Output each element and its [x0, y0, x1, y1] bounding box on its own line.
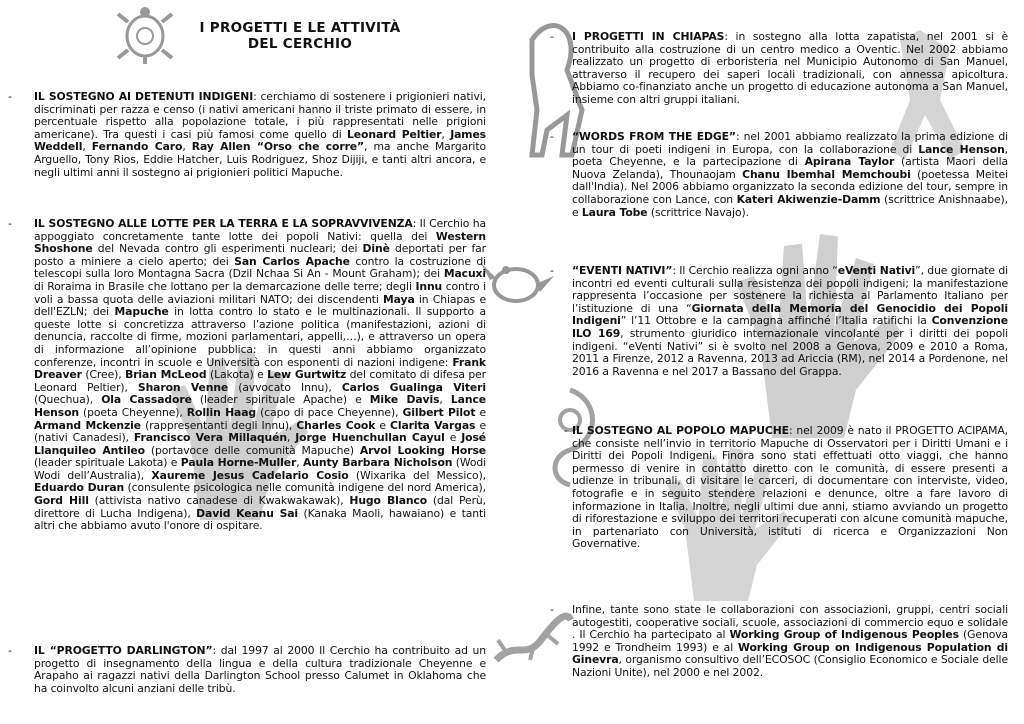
bird-icon: [476, 240, 556, 320]
body-text: (leader spirituale Apache) e: [191, 393, 370, 407]
body-text: : dal 1997 al 2000 Il Cerchio ha contribuito ad un progetto di insegnamento della lingua e della cultura tradizionale Cheyenne e Arapaho ai ragazzi nativi della Darlington School presso Calumet in Oklahoma che ha coinvolto alcuni anziani delle tribù.: [34, 644, 486, 695]
body-text: : nel 2001 abbiamo realizzato la prima edizione di un tour di poeti indigeni in Europa, con la collaborazione di: [572, 130, 1008, 156]
bullet: -: [564, 424, 568, 437]
body-text: in lotta contro lo stato e le multinazionali. Il supporto a queste lotte si concretizza attraverso l’azione politica (manifestazioni, azioni di denuncia, raccolte di firme, mozioni parlamentari, appelli,…), e attraverso un opera di informazione all’opinione pubblica: in questi anni abbiamo organizzato conferenze, incontri in scuole e Università con esponenti di nazioni indigene:: [34, 305, 486, 369]
section-eventi-nativi: [550, 264, 1008, 378]
name: Maya: [383, 292, 415, 306]
name: Ray Allen “Orso che corre”: [191, 140, 365, 154]
name: Mike Davis: [369, 393, 440, 407]
body-text: ,: [286, 431, 296, 445]
name: Laura Tobe: [581, 205, 648, 219]
name: Giornata della Memoria del Genocidio dei Popoli Indigeni: [572, 301, 1008, 328]
name: James Weddell: [34, 127, 486, 154]
bullet: -: [550, 130, 554, 143]
body-text: (avvocato Innu),: [228, 380, 342, 394]
section-heading: IL SOSTEGNO AI DETENUTI INDIGENI: [34, 90, 254, 103]
name: Arvol Looking Horse: [359, 443, 487, 457]
name: Ola Cassadore: [101, 393, 192, 407]
section-words-from-edge: [550, 130, 1009, 219]
name: Working Group of Indigenous Peoples: [729, 628, 959, 642]
bullet: -: [8, 217, 12, 230]
body-text: (leader spirituale Lakota) e: [34, 456, 181, 470]
section-heading: IL SOSTEGNO ALLE LOTTE PER LA TERRA E LA SOPRAVVIVENZA: [34, 217, 413, 230]
section-heading: “EVENTI NATIVI”: [572, 264, 673, 277]
name: David Keanu Sai: [196, 506, 299, 520]
name: Convenzione ILO 169: [572, 314, 1008, 340]
body-text: (portavoce delle comunità Mapuche): [144, 443, 360, 457]
name: eVenti Nativi: [837, 264, 916, 277]
name: Xaureme Jesus Cadelario Cosio: [151, 468, 349, 482]
body-text: (consulente psicologica nelle comunità indigene del nord America),: [124, 481, 487, 495]
name: Lance Henson: [34, 393, 486, 419]
body-text: Infine, tante sono state le collaborazioni con associazioni, gruppi, centri sociali autogestiti, cooperative sociali, scuole, associazioni di commercio equo e solidale . Il Cerchio ha partecipato al: [572, 603, 1008, 642]
body-text: del comitato di difesa per Leonard Peltier),: [34, 368, 487, 394]
lizard-icon: [486, 600, 576, 670]
body-text: : Il Cerchio ha appoggiato concretamente tante lotte dei popoli Nativi: quella dei: [34, 217, 486, 243]
body-text: di Roraima in Brasile che lottano per la demarcazione delle terre; degli: [34, 279, 416, 293]
name: Apirana Taylor: [804, 155, 895, 169]
body-text: ,: [296, 456, 304, 470]
title-line-2: DEL CERCHIO: [247, 36, 353, 52]
name: Carlos Gualinga Viteri: [341, 380, 486, 394]
sep: ,: [82, 140, 92, 154]
body-text: deportati per far posto a miniere a cielo aperto; dei: [34, 242, 487, 268]
name: Eduardo Duran: [34, 481, 125, 495]
body-text: (scrittrice Navajo).: [647, 205, 749, 219]
body-text: : in sostegno alla lotta zapatista, nel 2001 si è contribuito alla costruzione di un centro medico a Oventic. Nel 2002 abbiamo realizzato un progetto di erboristeria nel Municipio Autonomo di San Manuel, attraverso il recupero dei saperi locali tradizionali, con annessa apicoltura. Abbiamo co-finanziato anche un progetto di educazione autonoma a San Manuel, insieme con altri gruppi italiani.: [572, 30, 1009, 106]
body-text: : nel 2009 è nato il PROGETTO ACIPAMA, che consiste nell’invio in territorio Mapuche di Osservatori per i Diritti Umani e i Diritti dei Popoli Indigeni. Finora sono stati effettuati otto viaggi, che hanno permesso di venire in contatto diretto con le comunità, di essere presenti a udienze in tribunali, di visitare le carceri, di documentare con interviste, video, fotografie e in seguito stendere relazioni e denunce, oltre a fare lavoro di informazione in Italia. Inoltre, negli ultimi due anni, stiamo avviando un progetto di riforestazione e sviluppo dei territori recuperati con alcune comunità mapuche, in partenariato con Università, istituti di ricerca e Organizzazioni Non Governative.: [572, 424, 1008, 551]
body-text: , strumento giuridico internazionale vincolante per i diritti dei popoli indigeni. “eVenti Nativi” si è svolto nel 2008 a Genova, 2009 e 2010 a Roma, 2011 a Firenze, 2012 a Ravenna, 2013 ad Ariccia (RM), nel 2014 a Pordenone, nel 2016 a Ravenna e nel 2017 a Bassano del Grappa.: [572, 326, 1008, 378]
body-text: ” l’11 Ottobre e la campagna affinché l’Italia ratifichi la: [620, 314, 932, 328]
body-text: e (nativi Canadesi),: [34, 418, 486, 445]
name: Dinè: [362, 242, 390, 256]
body-text: (poetessa Meitei dall'India). Nel 2006 abbiamo organizzato la seconda edizione del tour, sempre in collaborazione con Lance, con: [572, 167, 1009, 206]
name: Francisco Vera Millaquén: [133, 431, 287, 445]
name: Innu: [415, 279, 443, 293]
body-text: (rappresentanti degli Innu),: [141, 418, 297, 432]
body-text: del Nevada contro gli esperimenti nucleari; dei: [92, 242, 363, 256]
name: Aunty Barbara Nicholson: [303, 456, 453, 470]
body-text: in Chiapas e dell'EZLN; dei: [34, 292, 486, 319]
name: Rollin Haag: [186, 405, 257, 419]
sep: ,: [182, 140, 192, 154]
section-lotte-terra: [8, 217, 487, 533]
sep: ,: [441, 127, 451, 141]
body-text: , organismo consultivo dell’ECOSOC (Consiglio Economico e Sociale delle Nazioni Unite), nel 2000 e nel 2002.: [572, 653, 1008, 679]
bullet: -: [550, 264, 554, 277]
body-text: (Quechua),: [34, 393, 102, 407]
section-heading: “WORDS FROM THE EDGE”: [572, 130, 736, 143]
body-text: (Genova 1992 e Trondheim 1993) e al: [572, 628, 1009, 654]
section-mapuche: [564, 424, 1008, 551]
name: Fernando Caro: [91, 140, 183, 154]
name: José Llanquileo Antileo: [34, 431, 487, 457]
body-text: (capo di pace Cheyenne),: [256, 405, 403, 419]
name: Kateri Akiwenzie-Damm: [736, 192, 881, 206]
body-text: (Cree),: [81, 368, 126, 382]
body-text: (artista Maori della Nuova Zelanda), Thounaojam: [572, 155, 1008, 181]
section-heading: IL SOSTEGNO AL POPOLO MAPUCHE: [572, 424, 789, 437]
name: Leonard Peltier: [347, 127, 442, 141]
section-chiapas: [550, 30, 1009, 107]
name: Brian McLeod: [125, 368, 207, 382]
name: Jorge Huenchullan Cayul: [295, 431, 445, 445]
bullet: -: [8, 644, 12, 657]
title-line-1: I PROGETTI E LE ATTIVITÀ: [199, 20, 401, 36]
body-text: : cerchiamo di sostenere i prigionieri nativi, discriminati per razza e censo (i nativi americani hanno il triste primato di essere, in percentuale rispetto alla popolazione totale, i più rappresentati nelle prigioni americane). Tra questi i casi più famosi come quello di: [34, 90, 486, 141]
body-text: e: [444, 431, 462, 445]
body-text: (Lakota) e: [206, 368, 268, 382]
page-title: [170, 20, 430, 52]
name: Frank Dreaver: [34, 355, 486, 382]
body-text: : Il Cerchio realizza ogni anno “: [672, 264, 838, 277]
name: Macuxi: [443, 267, 486, 281]
body-text: (attivista nativo canadese di Kwakwakawak),: [88, 494, 350, 508]
name: San Carlos Apache: [234, 254, 350, 268]
body-text: (Wixarika del Messico),: [348, 468, 487, 482]
name: Working Group on Indigenous Population di Ginevra: [572, 640, 1008, 667]
name: Armand Mckenzie: [34, 418, 142, 432]
body-text: e: [375, 418, 391, 432]
name: Paula Horne-Muller: [180, 456, 297, 470]
bullet: -: [550, 30, 554, 43]
body-text: (scrittrice Anishnaabe), e: [572, 192, 1008, 219]
body-text: (Kanaka Maoli, hawaiano) e tanti altri che abbiamo avuto l'onore di ospitare.: [34, 506, 487, 533]
body-text: (poeta Cheyenne),: [78, 405, 187, 419]
name: Clarita Vargas: [390, 418, 476, 432]
body-text: ,: [439, 393, 451, 407]
name: Gord Hill: [34, 494, 89, 508]
section-darlington: [8, 644, 486, 695]
turtle-icon: [114, 6, 176, 64]
name: Gilbert Pilot: [402, 405, 476, 419]
body-text: , poeta Cheyenne, e la partecipazione di: [572, 142, 1008, 169]
body-text: (dal Perù, direttore di Lucha Indigena),: [34, 494, 486, 520]
section-collaborazioni: [550, 603, 1009, 680]
body-text: (Wodi Wodi dell’Australia),: [34, 456, 487, 482]
section-heading: I PROGETTI IN CHIAPAS: [572, 30, 725, 43]
name: Lew Gurtwitz: [267, 368, 347, 382]
section-heading: IL “PROGETTO DARLINGTON”: [34, 644, 213, 657]
name: Chanu Ibemhal Memchoubi: [742, 167, 911, 181]
name: Western Shoshone: [34, 229, 486, 256]
body-text: contro la costruzione di telescopi sulla loro Montagna Sacra (Dzil Nchaa Si An - Mount Graham); dei: [34, 254, 486, 281]
section-detenuti: [8, 90, 486, 179]
body-text: ”, due giornate di incontri ed eventi culturali sulla resistenza dei popoli indigeni; la manifestazione rappresenta l’occasione per sostenere la richiesta al Parlamento Italiano per l’istituzione di una “: [572, 264, 1008, 315]
body-text: e: [475, 405, 487, 419]
body-text: , ma anche Margarito Arguello, Tony Rios, Eddie Hatcher, Luis Rodriguez, Shoz Dijiji, e tanti altri ancora, e negli ultimi anni il sostegno ai prigionieri politici Mapuche.: [34, 140, 486, 179]
name: Hugo Blanco: [349, 494, 428, 508]
name: Mapuche: [114, 305, 169, 319]
name: Charles Cook: [296, 418, 376, 432]
bullet: -: [550, 603, 554, 616]
name: Sharon Venne: [137, 380, 229, 394]
body-text: contro i voli a bassa quota delle aviazioni militari NATO; dei discendenti: [34, 279, 487, 306]
name: Lance Henson: [918, 142, 1005, 156]
bullet: -: [8, 90, 12, 103]
